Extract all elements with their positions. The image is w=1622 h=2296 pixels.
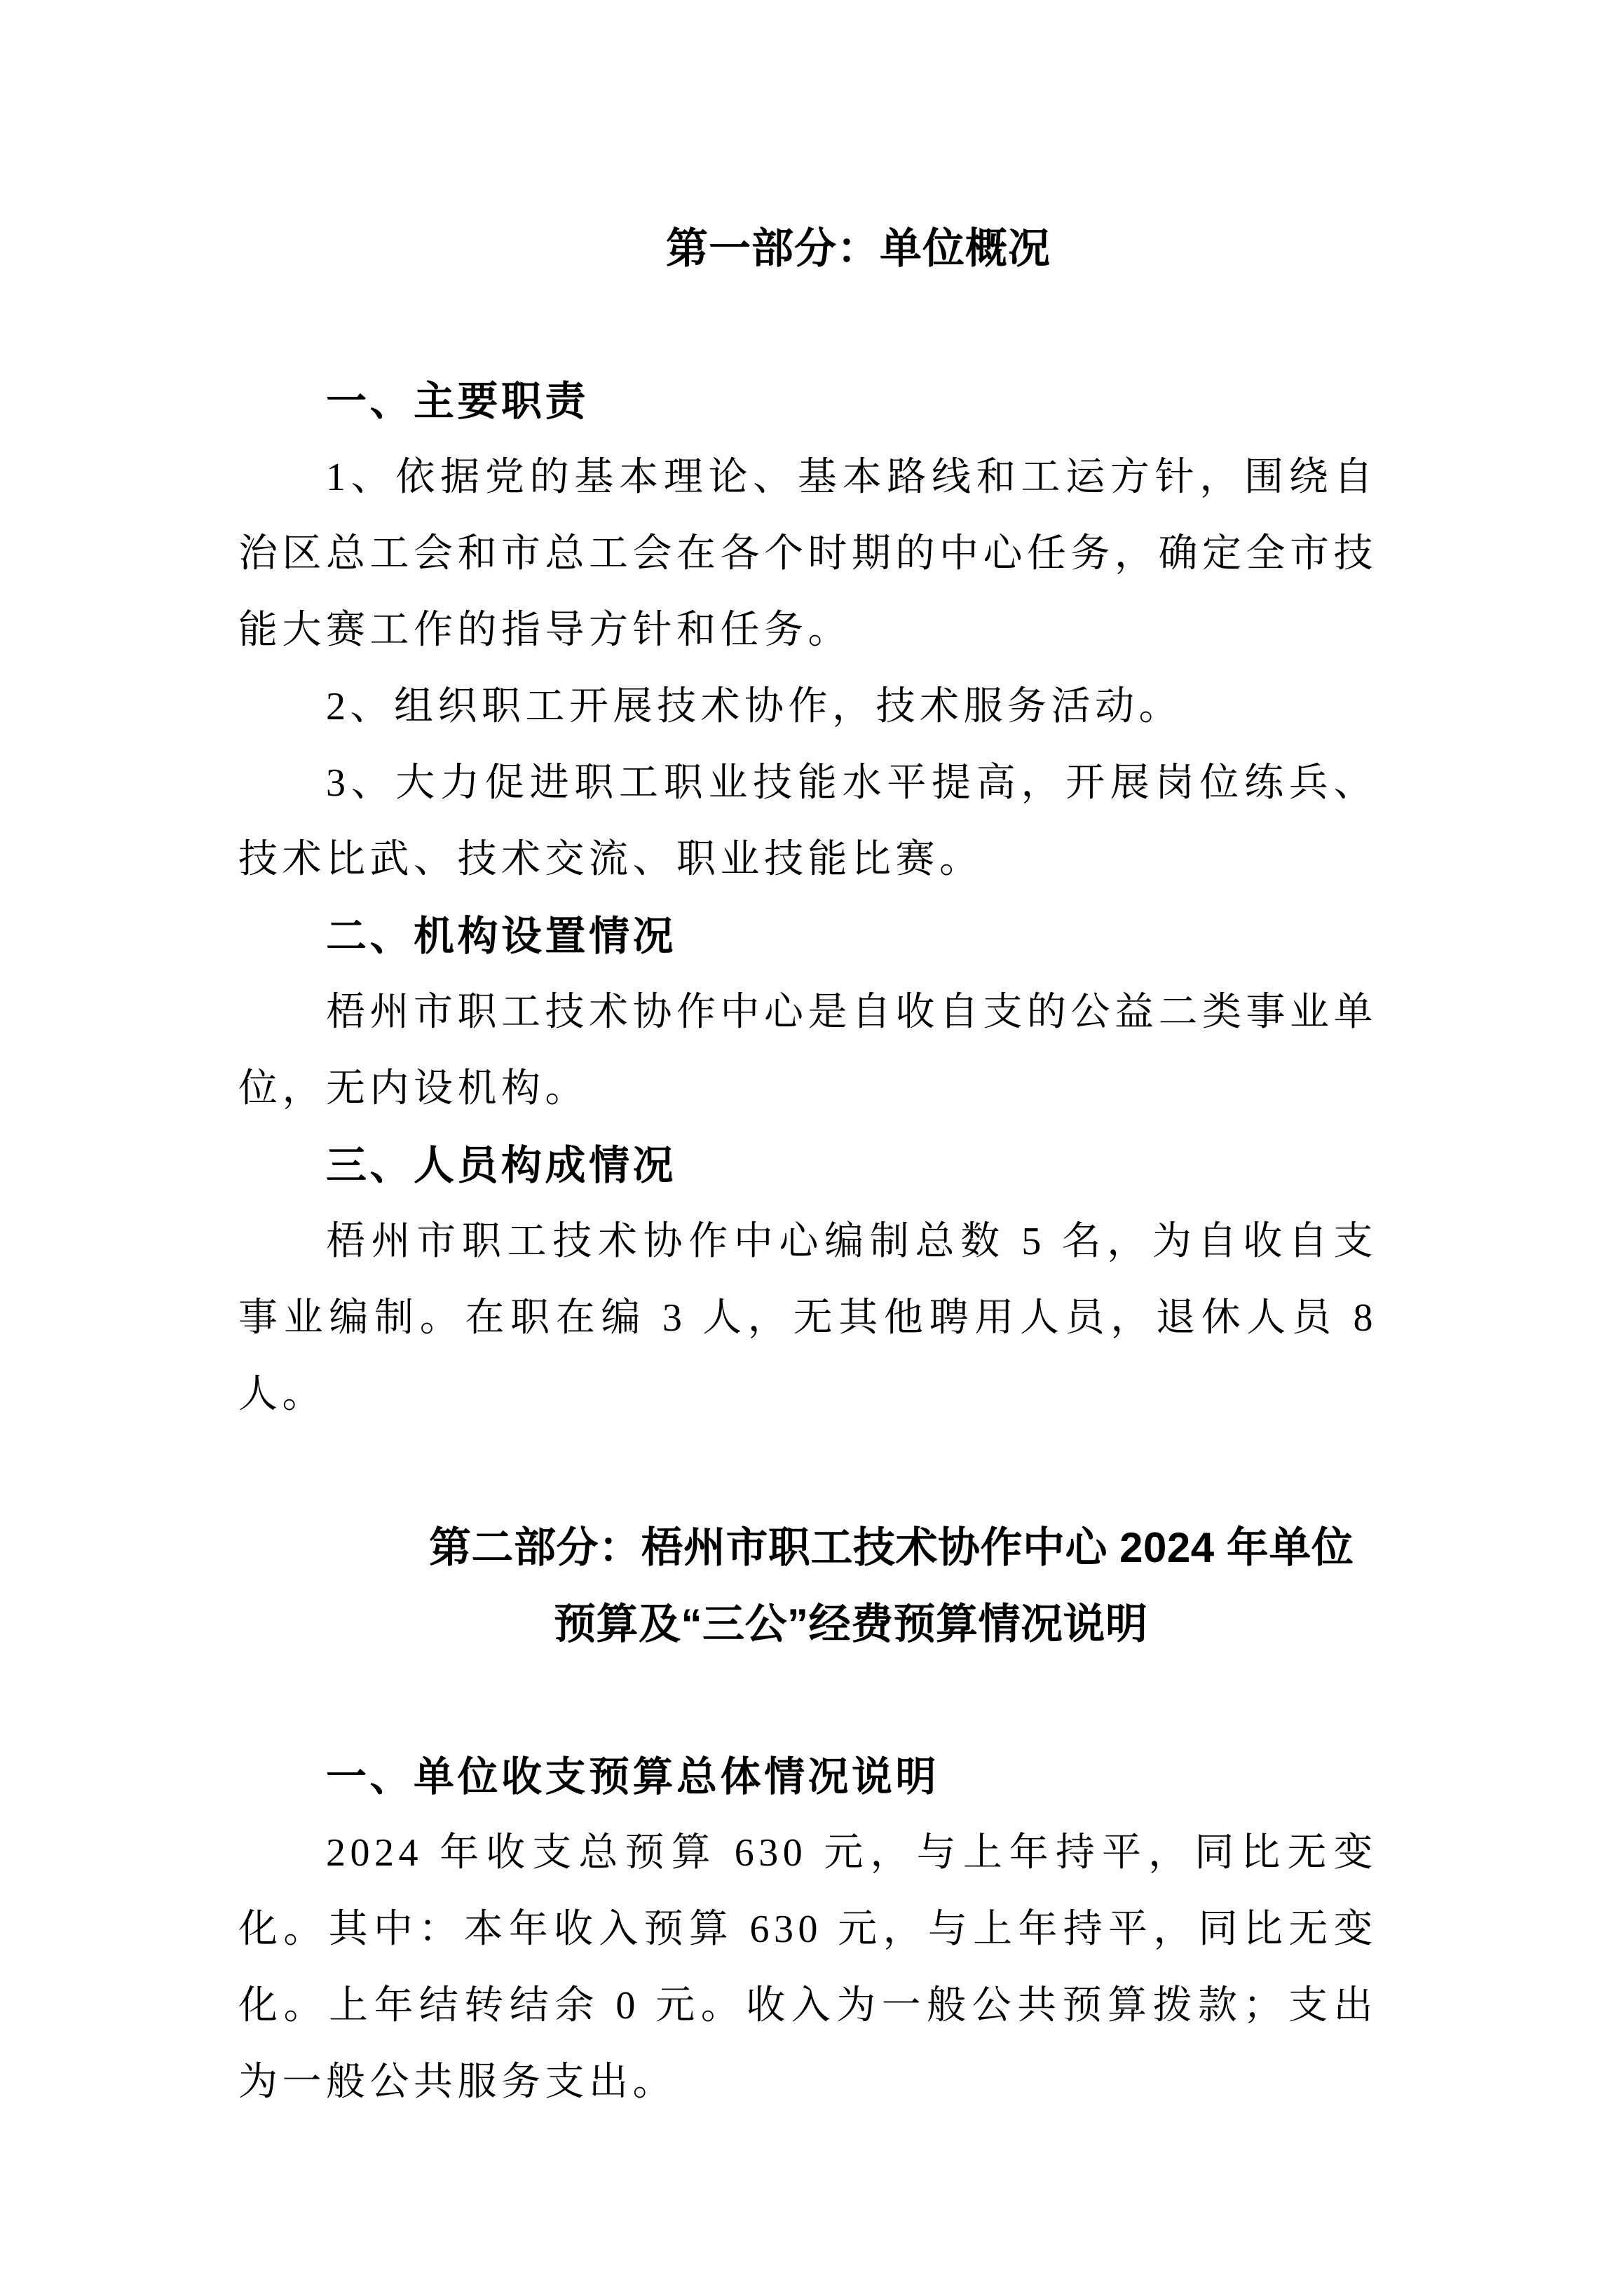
spacer xyxy=(238,1662,1377,1739)
paragraph-duty-1: 1、依据党的基本理论、基本路线和工运方针，围绕自治区总工会和市总工会在各个时期的中心任务，确定全市技能大赛工作的指导方针和任务。 xyxy=(238,456,1377,652)
paragraph-staff: 梧州市职工技术协作中心编制总数 5 名，为自收自支事业编制。在职在编 3 人，无其他聘用人员，退休人员 8 人。 xyxy=(238,1220,1377,1416)
part2-title-line1: 第二部分：梧州市职工技术协作中心 2024 年单位 xyxy=(429,1524,1354,1571)
spacer xyxy=(238,287,1377,363)
paragraph-organization: 梧州市职工技术协作中心是自收自支的公益二类事业单位，无内设机构。 xyxy=(238,991,1377,1110)
section-heading-staff: 三、人员构成情况 xyxy=(326,1143,677,1188)
spacer xyxy=(238,1433,1377,1509)
part2-title-line2: 预算及“三公”经费预算情况说明 xyxy=(554,1601,1148,1648)
section-heading-budget-overview: 一、单位收支预算总体情况说明 xyxy=(326,1754,940,1800)
section-heading-main-duties: 一、主要职责 xyxy=(326,379,589,424)
paragraph-budget-overview: 2024 年收支总预算 630 元，与上年持平，同比无变化。其中：本年收入预算 630 元，与上年持平，同比无变化。上年结转结余 0 元。收入为一般公共预算拨款；支出为一般公共服务支出。 xyxy=(238,1831,1377,2104)
section-heading-organization: 二、机构设置情况 xyxy=(326,913,677,959)
part1-title: 第一部分：单位概况 xyxy=(666,225,1051,272)
paragraph-duty-2: 2、组织职工开展技术协作，技术服务活动。 xyxy=(326,685,1183,728)
paragraph-duty-3: 3、大力促进职工职业技能水平提高，开展岗位练兵、技术比武、技术交流、职业技能比赛。 xyxy=(238,761,1377,881)
